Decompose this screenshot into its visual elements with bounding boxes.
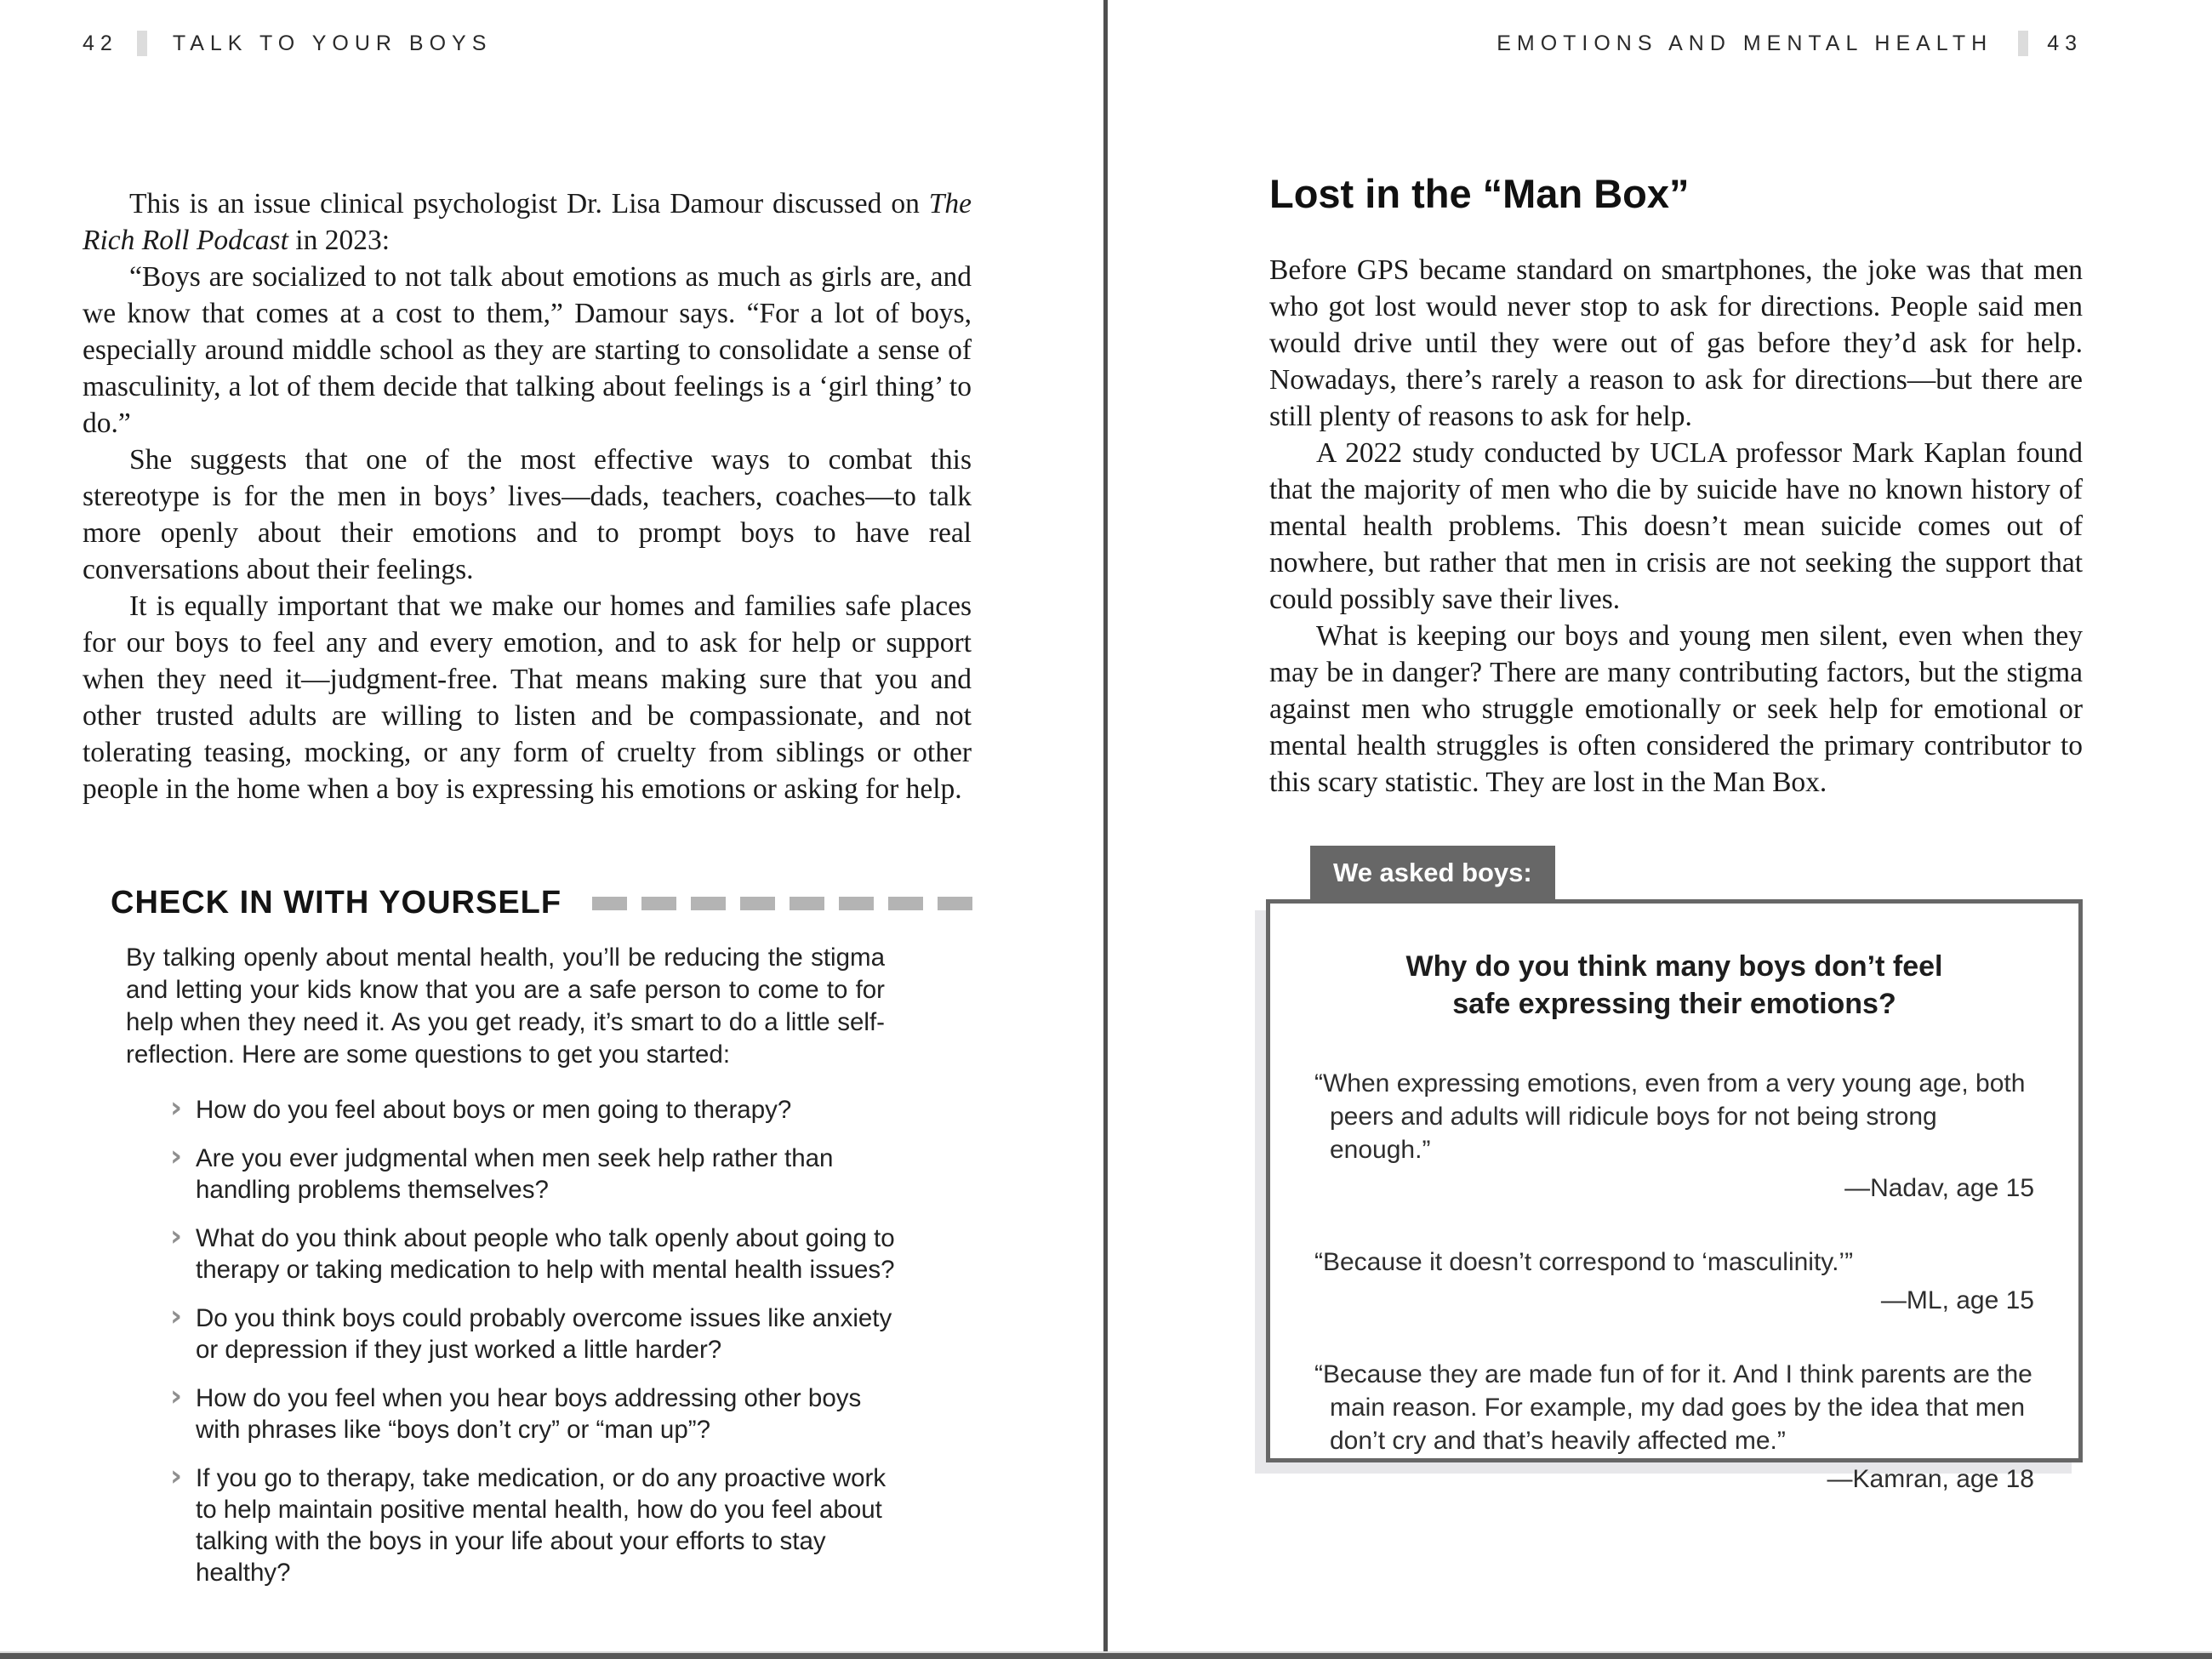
bullet-text: Do you think boys could probably overcome issues like anxiety or depression if they just worked a little harder? [196, 1304, 892, 1364]
running-head-left [83, 31, 492, 56]
bullet-item [170, 1379, 910, 1445]
page-divider [1103, 0, 1108, 1653]
chevron-bullet-icon: › [170, 1379, 183, 1413]
section-intro: By talking openly about mental health, you’ll be reducing the stigma and letting your kids know that you are a safe person to come to for help when they need it. As you get ready, it’s smart to do a little self-reflection. Here are some questions to get you started: [126, 944, 885, 1069]
body-paragraph: Before GPS became standard on smartphones, the joke was that men who got lost would never stop to ask for directions. People said men would drive until they were out of gas before they’d ask for help. Nowadays, there’s rarely a reason to ask for directions—but there are still plenty of reasons to ask for help. [1269, 254, 2083, 432]
chevron-bullet-icon: › [170, 1139, 183, 1173]
bullet-item [170, 1091, 910, 1126]
bullet-text: What do you think about people who talk openly about going to therapy or taking medication to help with mental health issues? [196, 1224, 895, 1284]
chevron-bullet-icon: › [170, 1219, 183, 1253]
bullet-text: How do you feel about boys or men going to therapy? [196, 1096, 792, 1124]
dash [740, 897, 775, 910]
paragraph-text: in 2023: [288, 225, 391, 256]
question-list [111, 1091, 946, 1588]
callout-question: Why do you think many boys don’t feel safe expressing their emotions? [1405, 950, 1943, 1020]
dash [839, 897, 874, 910]
callout-box [1266, 899, 2083, 1493]
running-head-bar [2018, 31, 2028, 56]
section-title: Lost in the “Man Box” [1269, 171, 1690, 216]
check-in-section [111, 885, 946, 1605]
body-paragraph: She suggests that one of the most effective ways to combat this stereotype is for the men in boys’ lives—dads, teachers, coaches—to talk more openly about their emotions and to prompt boys to have real conversations about their feelings. [83, 444, 972, 585]
dash [691, 897, 726, 910]
bullet-item [170, 1219, 910, 1286]
chevron-bullet-icon: › [170, 1299, 183, 1333]
body-paragraph: What is keeping our boys and young men silent, even when they may be in danger? There are many contributing factors, but the stigma against men who struggle emotionally or seek help for emotional or mental health struggles is often considered the primary contributor to this scary statistic. They are lost in the Man Box. [1269, 620, 2083, 798]
bullet-item [170, 1459, 910, 1588]
left-body-text [83, 185, 972, 807]
quote-list [1270, 1023, 2078, 1494]
italic-podcast-title: The Rich Roll Podcast [83, 188, 972, 256]
quote-text: “When expressing emotions, even from a very young age, both peers and adults will ridicule boys for not being strong enough.” [1314, 1069, 2026, 1164]
section-heading-row [111, 885, 946, 921]
quote-text: “Because they are made fun of for it. And I think parents are the main reason. For example, my dad goes by the idea that men don’t cry and that’s heavily affected me.” [1314, 1360, 2032, 1455]
body-paragraph: “Boys are socialized to not talk about emotions as much as girls are, and we know that comes at a cost to them,” Damour says. “For a lot of boys, especially around middle school as they are starting to consolidate a sense of masculinity, a lot of them decide that talking about feelings is a ‘girl thing’ to do.” [83, 261, 972, 439]
bullet-item [170, 1299, 910, 1365]
page-bottom-edge [0, 1651, 2212, 1659]
paragraph-text: This is an issue clinical psychologist Dr. Lisa Damour discussed on [129, 188, 929, 219]
dash [790, 897, 824, 910]
page-right [1106, 0, 2212, 1659]
body-paragraph: It is equally important that we make our homes and families safe places for our boys to feel any and every emotion, and to ask for help or support when they need it—judgment-free. That means making sure that you and other trusted adults are willing to listen and be compassionate, and not tolerating teasing, mocking, or any form of cruelty from siblings or other people in the home when a boy is expressing his emotions or asking for help. [83, 590, 972, 805]
quote-item [1314, 1358, 2034, 1494]
quote-attribution: —ML, age 15 [1880, 1286, 2034, 1314]
quote-attribution: —Kamran, age 18 [1827, 1465, 2034, 1493]
bullet-text: If you go to therapy, take medication, or do any proactive work to help maintain positive mental health, how do you feel about talking with the boys in your life about your efforts to stay healthy? [196, 1464, 887, 1587]
dash [938, 897, 972, 910]
chevron-bullet-icon: › [170, 1459, 183, 1493]
quote-item [1314, 1246, 2034, 1315]
dash [641, 897, 676, 910]
chevron-bullet-icon: › [170, 1091, 183, 1125]
dash [888, 897, 923, 910]
page-number-right: 43 [2047, 31, 2083, 55]
bullet-item [170, 1139, 910, 1206]
body-paragraph: A 2022 study conducted by UCLA professor Mark Kaplan found that the majority of men who die by suicide have no known history of mental health problems. This doesn’t mean suicide comes out of nowhere, but rather that men in crisis are not seeking the support that could possibly save their lives. [1269, 437, 2083, 615]
quote-attribution: —Nadav, age 15 [1844, 1174, 2034, 1202]
running-head-title-left: TALK TO YOUR BOYS [172, 31, 493, 55]
bullet-text: Are you ever judgmental when men seek help rather than handling problems themselves? [196, 1144, 834, 1204]
page-number-left: 42 [83, 31, 118, 55]
running-head-bar [137, 31, 147, 56]
quote-text: “Because it doesn’t correspond to ‘masculinity.’” [1314, 1248, 1854, 1276]
dash-decoration [592, 897, 972, 910]
dash [592, 897, 627, 910]
callout-tab: We asked boys: [1310, 846, 1555, 900]
section-heading: CHECK IN WITH YOURSELF [111, 885, 562, 921]
body-paragraph [83, 185, 972, 259]
quote-item [1314, 1067, 2034, 1203]
right-body-text [1269, 252, 2083, 801]
running-head-right [1497, 31, 2083, 56]
running-head-title-right: EMOTIONS AND MENTAL HEALTH [1497, 31, 1993, 55]
bullet-text: How do you feel when you hear boys addressing other boys with phrases like “boys don’t cry” or “man up”? [196, 1384, 862, 1444]
